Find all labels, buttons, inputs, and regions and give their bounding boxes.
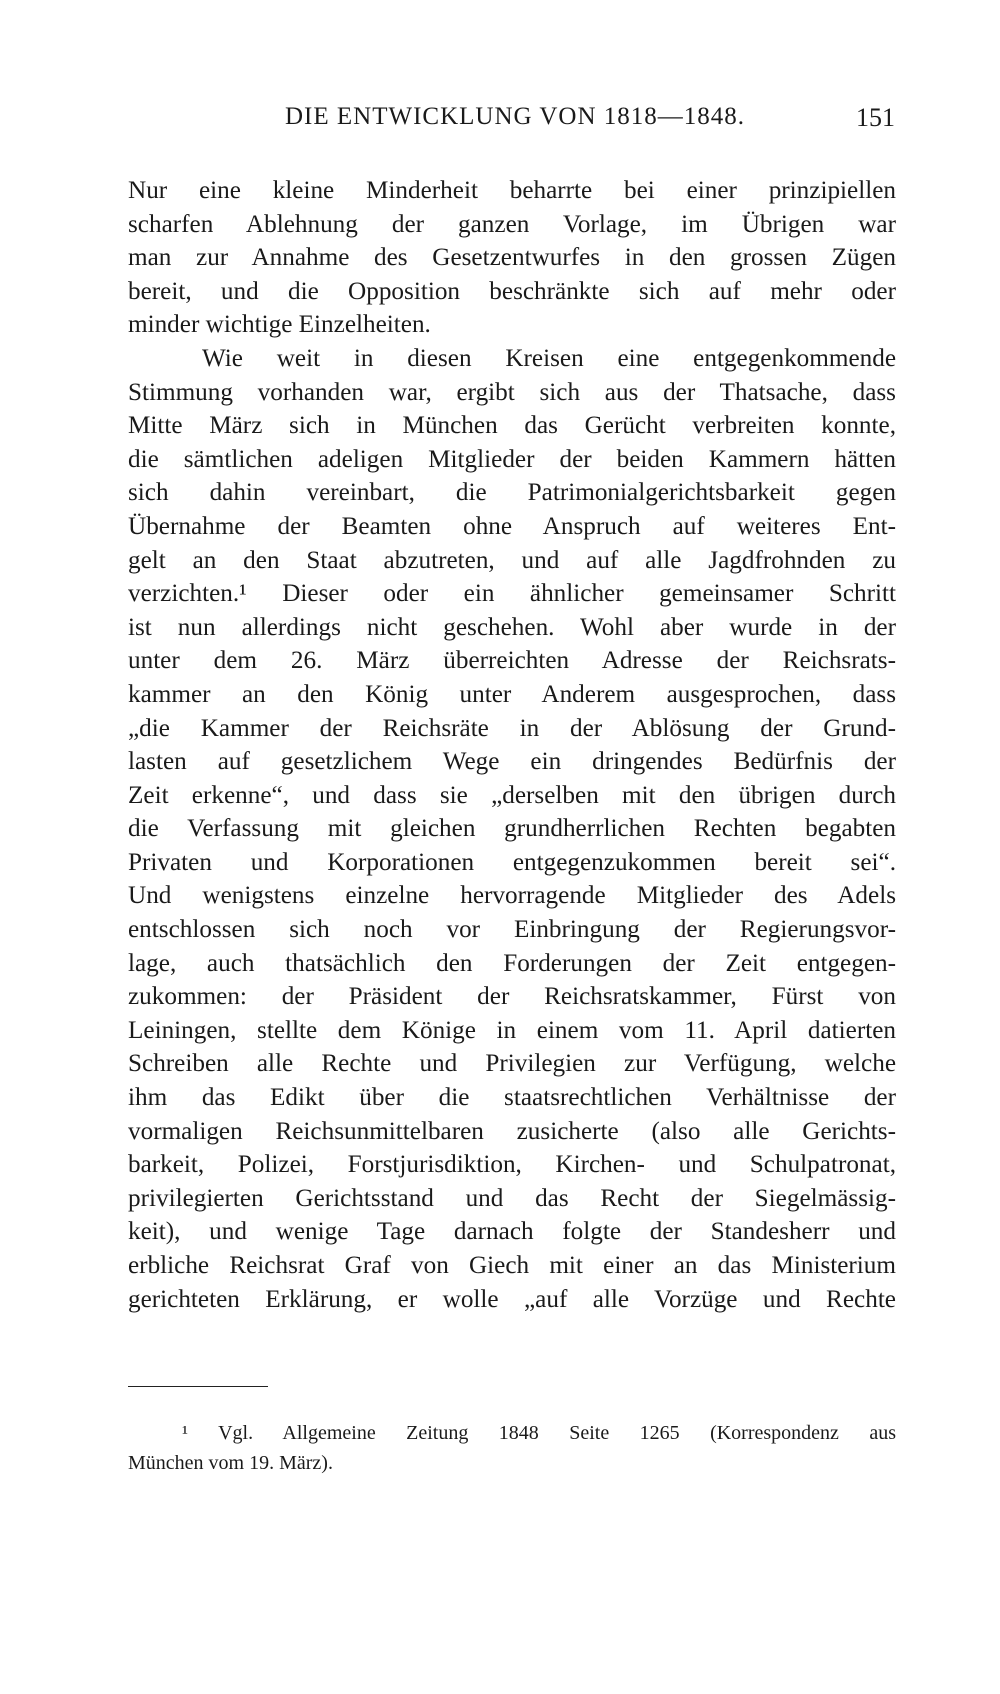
text-line: Stimmung vorhanden war, ergibt sich aus der Thatsache, dass [128,378,896,406]
text-line: Schreiben alle Rechte und Privilegien zur Verfügung, welche [128,1050,896,1078]
body-text [128,174,896,1316]
text-line: vormaligen Reichsunmittelbaren zusicherte (also alle Gerichts- [128,1117,896,1145]
running-title: DIE ENTWICKLUNG VON 1818—1848. [285,103,746,130]
footnote [128,1418,896,1478]
text-line: Zeit erkenne“, und dass sie „derselben mit den übrigen durch [128,781,896,809]
footnote-divider [128,1386,268,1387]
text-line: erbliche Reichsrat Graf von Giech mit einer an das Ministerium [128,1252,896,1279]
running-head [130,103,895,143]
text-line: sich dahin vereinbart, die Patrimonialgerichtsbarkeit gegen [128,479,896,507]
footnote-line: München vom 19. März). [128,1452,333,1474]
text-line: „die Kammer der Reichsräte in der Ablösung der Grund- [128,714,896,742]
text-line: Privaten und Korporationen entgegenzukommen bereit sei“. [128,848,896,876]
text-line: ihm das Edikt über die staatsrechtlichen Verhältnisse der [128,1084,896,1112]
text-line: privilegierten Gerichtsstand und das Recht der Siegelmässig- [128,1184,896,1212]
text-line: Wie weit in diesen Kreisen eine entgegenkommende [202,344,896,372]
text-line: bereit, und die Opposition beschränkte sich auf mehr oder [128,277,896,305]
text-line: Nur eine kleine Minderheit beharrte bei einer prinzipiellen [128,177,896,204]
text-line: verzichten.¹ Dieser oder ein ähnlicher gemeinsamer Schritt [128,580,896,608]
text-line: keit), und wenige Tage darnach folgte der Standesherr und [128,1218,896,1246]
text-line: entschlossen sich noch vor Einbringung der Regierungsvor- [128,916,896,944]
text-line: ist nun allerdings nicht geschehen. Wohl aber wurde in der [128,613,896,641]
text-line: die Verfassung mit gleichen grundherrlichen Rechten begabten [128,815,896,843]
text-line: die sämtlichen adeligen Mitglieder der beiden Kammern hätten [128,445,896,473]
text-line: Und wenigstens einzelne hervorragende Mitglieder des Adels [128,882,896,910]
text-line: minder wichtige Einzelheiten. [128,311,431,339]
text-line: scharfen Ablehnung der ganzen Vorlage, im Übrigen war [128,210,896,238]
text-line: Leiningen, stellte dem Könige in einem vom 11. April datierten [128,1016,896,1044]
text-line: unter dem 26. März überreichten Adresse der Reichsrats- [128,647,896,675]
text-line: lage, auch thatsächlich den Forderungen der Zeit entgegen- [128,949,896,977]
text-line: Übernahme der Beamten ohne Anspruch auf weiteres Ent- [128,512,896,540]
text-line: zukommen: der Präsident der Reichsratskammer, Fürst von [128,983,896,1011]
text-line: kammer an den König unter Anderem ausgesprochen, dass [128,680,896,708]
text-line: Mitte März sich in München das Gerücht verbreiten konnte, [128,412,896,440]
text-line: gelt an den Staat abzutreten, und auf alle Jagdfrohnden zu [128,546,896,574]
text-line: barkeit, Polizei, Forstjurisdiktion, Kirchen- und Schulpatronat, [128,1151,896,1179]
text-line: gerichteten Erklärung, er wolle „auf alle Vorzüge und Rechte [128,1285,896,1313]
page-number: 151 [856,103,895,132]
text-line: man zur Annahme des Gesetzentwurfes in den grossen Zügen [128,244,896,272]
footnote-line: ¹ Vgl. Allgemeine Zeitung 1848 Seite 1265 (Korrespondenz aus [182,1422,896,1444]
text-line: lasten auf gesetzlichem Wege ein dringendes Bedürfnis der [128,748,896,776]
